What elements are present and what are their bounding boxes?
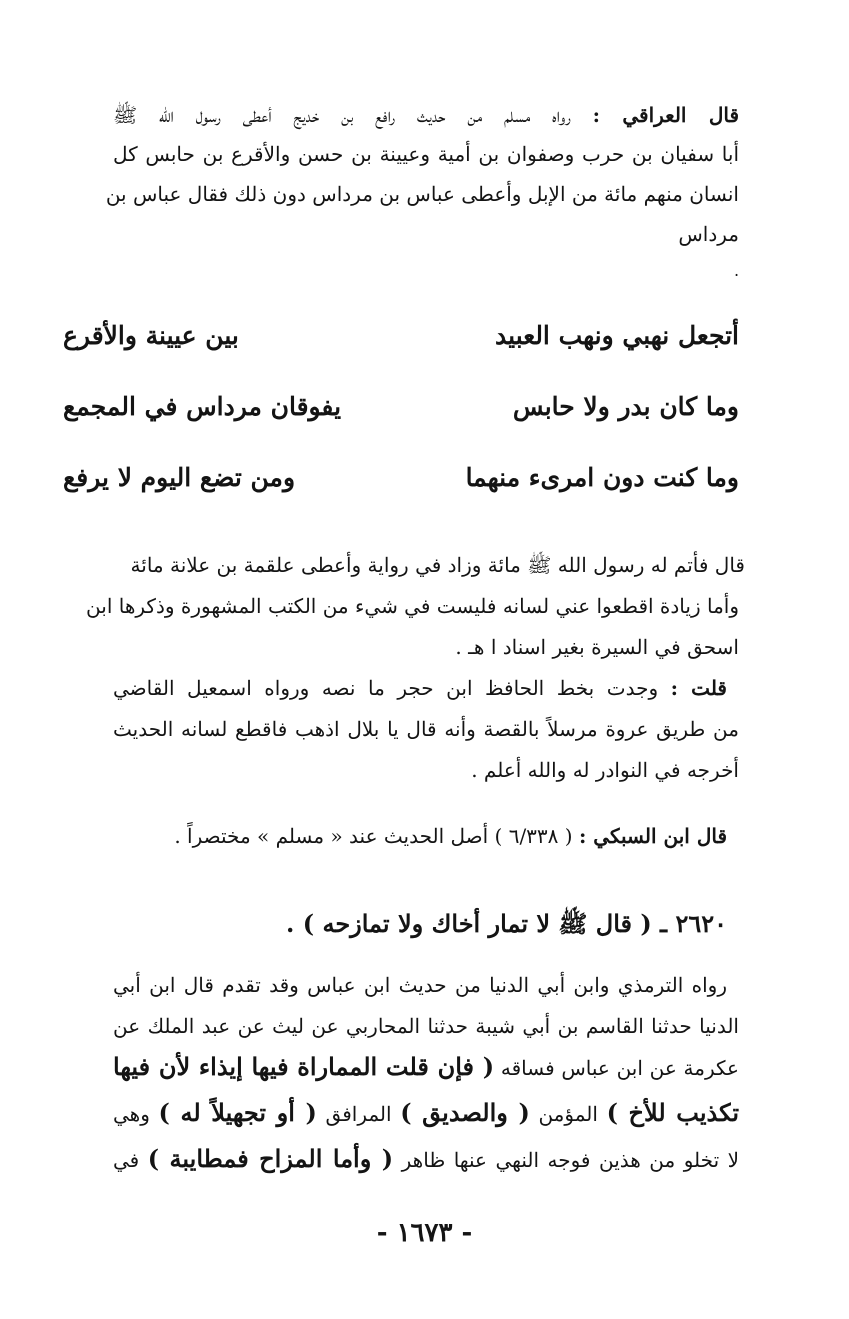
poem-verse	[63, 316, 739, 356]
verse-second-hemistich: ومن تضع اليوم لا يرفع	[63, 463, 296, 492]
quoted-text: ( فإن قلت المماراة فيها إيذاء لأن فيها	[113, 1052, 495, 1081]
quoted-text: ( أو تجهيلاً له )	[158, 1098, 317, 1127]
verse-first-hemistich: وما كان بدر ولا حابس	[512, 392, 739, 421]
text-line	[113, 101, 739, 129]
verse-first-hemistich: أتجعل نهبي ونهب العبيد	[495, 321, 739, 350]
text-span: ( ٦/٣٣٨ ) أصل الحديث عند « مسلم » مختصراً .	[174, 824, 573, 848]
quoted-text: ( وأما المزاح فمطايبة )	[147, 1144, 394, 1173]
text-line: قال فأتم له رسول الله ﷺ مائة وزاد في رواية وأعطى علقمة بن علانة مائة	[130, 553, 745, 577]
text-line: وأما زيادة اقطعوا عني لسانه فليست في شيء من الكتب المشهورة وذكرها ابن	[86, 594, 739, 618]
verse-first-hemistich: وما كنت دون امرىء منهما	[465, 463, 739, 492]
text-line	[113, 822, 727, 850]
text-span: وجدت بخط الحافظ ابن حجر ما نصه ورواه اسمعيل القاضي	[113, 676, 659, 700]
text-span: المرافق	[325, 1102, 392, 1126]
text-line	[113, 1053, 739, 1082]
text-line	[113, 1099, 739, 1128]
text-span: في	[113, 1148, 140, 1172]
poem-verse	[63, 387, 739, 427]
text-line: أبا سفيان بن حرب وصفوان بن أمية وعيينة بن حسن والأقرع بن حابس كل	[113, 142, 739, 166]
text-line: رواه الترمذي وابن أبي الدنيا من حديث ابن عباس وقد تقدم قال ابن أبي	[113, 973, 727, 997]
hadith-heading: ٢٦٢٠ ـ ( قال ﷺ لا تمار أخاك ولا تمازحه ) .	[286, 909, 727, 938]
text-line: انسان منهم مائة من الإبل وأعطى عباس بن مرداس دون ذلك فقال عباس بن	[105, 182, 739, 206]
speaker-label: قال ابن السبكي :	[578, 824, 727, 848]
poem-verse	[63, 458, 739, 498]
ink-dot: .	[734, 261, 740, 280]
text-line: اسحق في السيرة بغير اسناد ا هـ .	[455, 635, 739, 659]
text-line	[113, 674, 727, 702]
verse-second-hemistich: يفوقان مرداس في المجمع	[63, 392, 342, 421]
text-span: رواه مسلم من حديث رافع بن خديج أعطى رسول الله ﷺ	[113, 103, 571, 127]
quoted-text: تكذيب للأخ )	[606, 1098, 740, 1127]
text-line: من طريق عروة مرسلاً بالقصة وأنه قال يا بلال اذهب فاقطع لسانه الحديث	[113, 717, 739, 741]
verse-second-hemistich: بين عيينة والأقرع	[63, 321, 239, 350]
note-label: قلت :	[670, 676, 727, 700]
text-span: لا تخلو من هذين فوجه النهي عنها ظاهر	[401, 1148, 740, 1172]
page-number: - ١٦٧٣ -	[376, 1218, 473, 1248]
text-line: الدنيا حدثنا القاسم بن أبي شيبة حدثنا المحاربي عن ليث عن عبد الملك عن	[113, 1014, 739, 1038]
text-span: وهي	[113, 1102, 150, 1126]
text-span: المؤمن	[538, 1102, 598, 1126]
speaker-label: قال العراقي :	[592, 103, 740, 127]
text-line	[113, 1145, 739, 1174]
text-line: مرداس	[678, 222, 739, 246]
text-line: أخرجه في النوادر له والله أعلم .	[471, 758, 739, 782]
quoted-text: ( والصديق )	[400, 1098, 530, 1127]
text-span: عكرمة عن ابن عباس فساقه	[500, 1056, 739, 1080]
